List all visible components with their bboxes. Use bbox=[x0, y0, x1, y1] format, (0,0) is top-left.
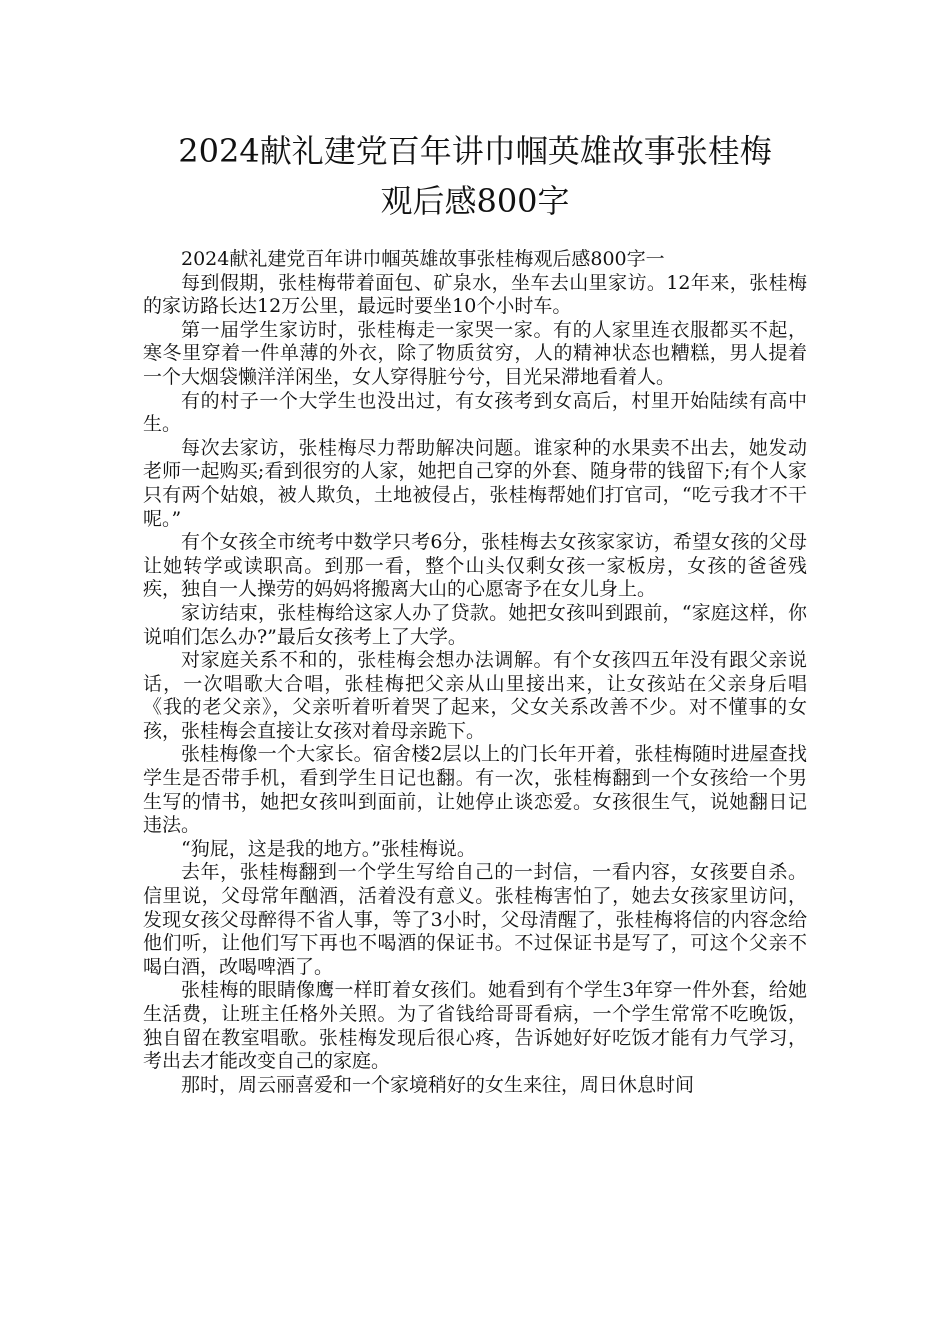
paragraph: 那时，周云丽喜爱和一个家境稍好的女生来往，周日休息时间 bbox=[181, 1073, 695, 1096]
paragraph: 对家庭关系不和的，张桂梅会想办法调解。有个女孩四五年没有跟父亲说话，一次唱歌大合唱，张桂梅把父亲从山里接出来，让女孩站在父亲身后唱《我的老父亲》，父亲听着听着哭了起来，父女关系改善不少。对不懂事的女孩，张桂梅会直接让女孩对着母亲跪下。 bbox=[143, 649, 807, 742]
title-line-2: 观后感800字 bbox=[380, 182, 570, 220]
paragraph: 张桂梅像一个大家长。宿舍楼2层以上的门长年开着，张桂梅随时进屋查找学生是否带手机，看到学生日记也翻。有一次，张桂梅翻到一个女孩给一个男生写的情书，她把女孩叫到面前，让她停止谈恋爱。女孩很生气，说她翻日记违法。 bbox=[143, 743, 807, 837]
paragraph: 家访结束，张桂梅给这家人办了贷款。她把女孩叫到跟前，“家庭这样，你说咱们怎么办?”最后女孩考上了大学。 bbox=[143, 601, 807, 648]
paragraph-subtitle: 2024献礼建党百年讲巾帼英雄故事张桂梅观后感800字一 bbox=[181, 248, 665, 270]
paragraph: 有个女孩全市统考中数学只考6分，张桂梅去女孩家家访，希望女孩的父母让她转学或读职高。到那一看，整个山头仅剩女孩一家板房，女孩的爸爸残疾，独自一人操劳的妈妈将搬离大山的心愿寄予在女儿身上。 bbox=[143, 531, 807, 601]
paragraph: 第一届学生家访时，张桂梅走一家哭一家。有的人家里连衣服都买不起，寒冬里穿着一件单薄的外衣，除了物质贫穷，人的精神状态也糟糕，男人提着一个大烟袋懒洋洋闲坐，女人穿得脏兮兮，目光呆滞地看着人。 bbox=[143, 318, 807, 388]
paragraph: 有的村子一个大学生也没出过，有女孩考到女高后，村里开始陆续有高中生。 bbox=[143, 389, 807, 436]
document-body bbox=[143, 248, 807, 1097]
paragraph: 每到假期，张桂梅带着面包、矿泉水，坐车去山里家访。12年来，张桂梅的家访路长达12万公里，最远时要坐10个小时车。 bbox=[143, 271, 807, 318]
paragraph: 去年，张桂梅翻到一个学生写给自己的一封信，一看内容，女孩要自杀。信里说，父母常年酗酒，活着没有意义。张桂梅害怕了，她去女孩家里访问，发现女孩父母醉得不省人事，等了3小时，父母清醒了，张桂梅将信的内容念给他们听，让他们写下再也不喝酒的保证书。不过保证书是写了，可这个父亲不喝白酒，改喝啤酒了。 bbox=[143, 861, 807, 978]
paragraph: “狗屁，这是我的地方。”张桂梅说。 bbox=[181, 837, 476, 860]
document-title bbox=[120, 126, 830, 226]
title-line-1: 2024献礼建党百年讲巾帼英雄故事张桂梅 bbox=[178, 132, 772, 170]
paragraph: 每次去家访，张桂梅尽力帮助解决问题。谁家种的水果卖不出去，她发动老师一起购买;看到很穷的人家，她把自己穿的外套、随身带的钱留下;有个人家只有两个姑娘，被人欺负，土地被侵占，张桂梅帮她们打官司，“吃亏我才不干呢。” bbox=[143, 436, 807, 530]
paragraph: 张桂梅的眼睛像鹰一样盯着女孩们。她看到有个学生3年穿一件外套，给她生活费，让班主任格外关照。为了省钱给哥哥看病，一个学生常常不吃晚饭，独自留在教室唱歌。张桂梅发现后很心疼，告诉她好好吃饭才能有力气学习，考出去才能改变自己的家庭。 bbox=[143, 979, 807, 1073]
